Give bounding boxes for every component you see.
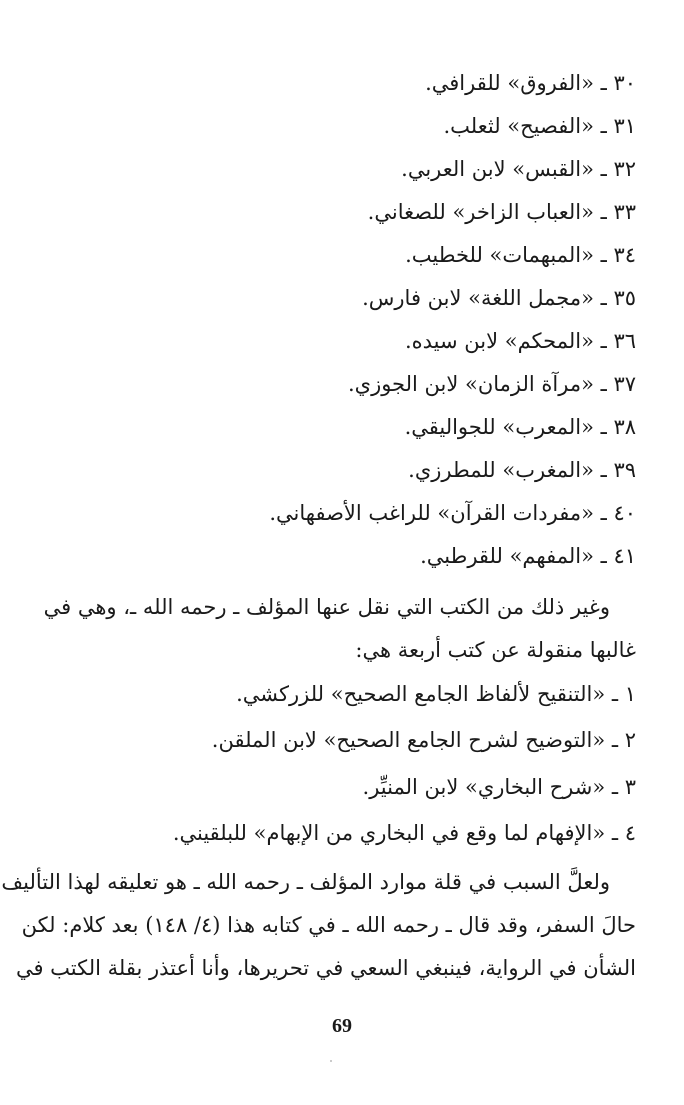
list-item-40: ٤٠ ـ «مفردات القرآن» للراغب الأصفهاني. — [269, 501, 636, 525]
source-book-3: ٣ ـ «شرح البخاري» لابن المنيِّر. — [362, 775, 636, 799]
page-number: 69 — [332, 1015, 352, 1037]
list-item-36: ٣٦ ـ «المحكم» لابن سيده. — [404, 329, 636, 353]
paragraph-1-line-2: غالبها منقولة عن كتب أربعة هي: — [355, 638, 636, 662]
paragraph-2-line-3: الشأن في الرواية، فينبغي السعي في تحريرها، وأنا أعتذر بقلة الكتب في — [15, 956, 636, 980]
source-book-1: ١ ـ «التنقيح لألفاظ الجامع الصحيح» للزركشي. — [236, 682, 636, 706]
list-item-35: ٣٥ ـ «مجمل اللغة» لابن فارس. — [362, 286, 636, 310]
list-item-39: ٣٩ ـ «المغرب» للمطرزي. — [408, 458, 636, 482]
list-item-31: ٣١ ـ «الفصيح» لثعلب. — [443, 114, 636, 138]
list-item-41: ٤١ ـ «المفهم» للقرطبي. — [420, 544, 636, 568]
scan-speck — [330, 1060, 332, 1062]
source-book-4: ٤ ـ «الإفهام لما وقع في البخاري من الإبهام» للبلقيني. — [172, 821, 636, 845]
list-item-38: ٣٨ ـ «المعرب» للجواليقي. — [404, 415, 636, 439]
paragraph-2-line-2: حالَ السفر، وقد قال ـ رحمه الله ـ في كتابه هذا (٤/ ١٤٨) بعد كلام: لكن — [21, 913, 636, 937]
paragraph-2-line-1: ولعلَّ السبب في قلة موارد المؤلف ـ رحمه الله ـ هو تعليقه لهذا التأليف — [1, 870, 610, 894]
paragraph-1-line-1: وغير ذلك من الكتب التي نقل عنها المؤلف ـ رحمه الله ـ، وهي في — [43, 595, 610, 619]
list-item-37: ٣٧ ـ «مرآة الزمان» لابن الجوزي. — [347, 372, 636, 396]
list-item-30: ٣٠ ـ «الفروق» للقرافي. — [425, 71, 636, 95]
list-item-33: ٣٣ ـ «العباب الزاخر» للصغاني. — [367, 200, 636, 224]
list-item-34: ٣٤ ـ «المبهمات» للخطيب. — [405, 243, 636, 267]
list-item-32: ٣٢ ـ «القبس» لابن العربي. — [401, 157, 636, 181]
source-book-2: ٢ ـ «التوضيح لشرح الجامع الصحيح» لابن الملقن. — [211, 728, 636, 752]
